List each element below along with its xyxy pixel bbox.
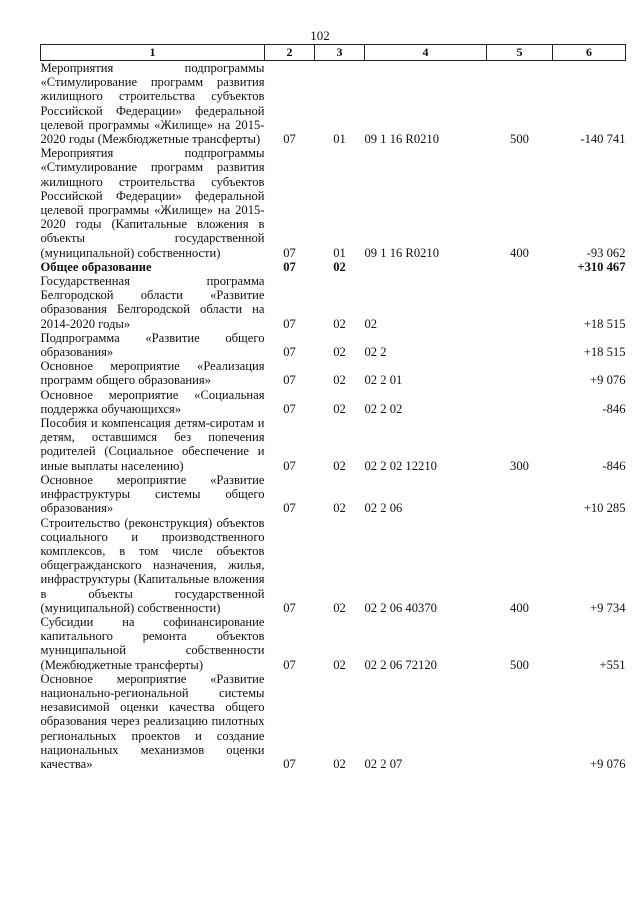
row-section: 07: [283, 259, 296, 274]
row-expense-type: [487, 388, 553, 416]
row-amount: -93 062: [586, 245, 626, 260]
table-row: [41, 331, 626, 359]
row-amount: +18 515: [583, 316, 626, 331]
row-name: Государственная программа Белгородской области «Развитие образования Белгородской области на 2014-2020 годы»: [40, 274, 265, 331]
row-name: Основное мероприятие «Развитие национально-региональной системы независимой оценки качества общего образования через реализацию пилотных региональных проектов и создание национальных механизмов оценки качества»: [40, 671, 265, 771]
row-amount: +10 285: [583, 501, 626, 516]
row-section: 07: [283, 458, 296, 473]
row-expense-type: [487, 672, 553, 771]
table-row: [41, 615, 626, 672]
row-subsection: 02: [333, 316, 346, 331]
row-expense-type: 300: [510, 458, 529, 473]
table-row: [41, 416, 626, 473]
row-subsection: 02: [333, 373, 346, 388]
row-expense-type: 400: [510, 600, 529, 615]
table-row: [41, 473, 626, 516]
row-subsection: 01: [333, 245, 346, 260]
row-expense-type: [487, 473, 553, 516]
row-target-article: 02 2: [364, 345, 387, 360]
row-section: 07: [283, 756, 296, 771]
row-section: 07: [283, 600, 296, 615]
row-name: Основное мероприятие «Социальная поддержка обучающихся»: [40, 387, 265, 416]
row-expense-type: 400: [510, 245, 529, 260]
row-target-article: 02 2 06 40370: [364, 600, 437, 615]
row-target-article: 02 2 01: [364, 373, 403, 388]
header-col-1: 1: [41, 45, 265, 61]
row-name: Основное мероприятие «Реализация программ общего образования»: [40, 359, 265, 388]
table-row: [41, 61, 626, 147]
row-amount: +18 515: [583, 345, 626, 360]
row-target-article: 09 1 16 R0210: [364, 132, 440, 147]
row-target-article: 02 2 07: [364, 756, 403, 771]
row-subsection: 02: [333, 756, 346, 771]
row-name: Подпрограмма «Развитие общего образования»: [40, 330, 265, 360]
row-amount: +310 467: [577, 259, 626, 274]
row-amount: +9 076: [590, 373, 626, 388]
table-row: [41, 146, 626, 260]
table-row: [41, 359, 626, 387]
row-name: Общее образование: [40, 259, 152, 274]
row-amount: -140 741: [580, 132, 626, 147]
budget-table: [40, 44, 626, 771]
row-expense-type: [487, 274, 553, 331]
row-name: Строительство (реконструкция) объектов социального и производственного комплексов, в том числе объектов общегражданского назначения, жилья, инфраструктуры (Капитальные вложения в объекты государственной (муниципальной) собственности): [40, 515, 265, 615]
row-section: 07: [283, 401, 296, 416]
row-section: 07: [283, 132, 296, 147]
row-section: 07: [283, 501, 296, 516]
row-subsection: 02: [333, 657, 346, 672]
row-amount: -846: [602, 458, 626, 473]
row-name: Мероприятия подпрограммы «Стимулирование программ развития жилищного строительства субъектов Российской Федерации» федеральной целевой программы «Жилище» на 2015-2020 годы (Межбюджетные трансферты): [40, 61, 265, 147]
row-target-article: [365, 260, 487, 274]
row-amount: +9 076: [590, 756, 626, 771]
row-subsection: 02: [333, 501, 346, 516]
row-amount: +9 734: [590, 600, 626, 615]
row-section: 07: [283, 316, 296, 331]
row-amount: +551: [599, 657, 626, 672]
table-row: [41, 274, 626, 331]
row-target-article: 09 1 16 R0210: [364, 245, 440, 260]
row-subsection: 01: [333, 132, 346, 147]
row-expense-type: [487, 359, 553, 387]
row-name: Пособия и компенсация детям-сиротам и детям, оставшимся без попечения родителей (Социальное обеспечение и иные выплаты населению): [40, 416, 265, 473]
table-row: [41, 516, 626, 615]
row-subsection: 02: [333, 458, 346, 473]
table-header-row: [41, 45, 626, 61]
header-col-4: 4: [365, 45, 487, 61]
row-section: 07: [283, 245, 296, 260]
row-section: 07: [283, 657, 296, 672]
table-row: [41, 260, 626, 274]
header-col-6: 6: [553, 45, 626, 61]
header-col-2: 2: [265, 45, 315, 61]
row-subsection: 02: [333, 345, 346, 360]
row-target-article: 02: [364, 316, 378, 331]
header-col-5: 5: [487, 45, 553, 61]
row-target-article: 02 2 02 12210: [364, 458, 437, 473]
row-target-article: 02 2 02: [364, 401, 403, 416]
row-expense-type: 500: [510, 132, 529, 147]
row-amount: -846: [602, 401, 626, 416]
row-expense-type: 500: [510, 657, 529, 672]
row-expense-type: [487, 260, 553, 274]
table-row: [41, 672, 626, 771]
row-name: Основное мероприятие «Развитие инфраструктуры системы общего образования»: [40, 472, 265, 516]
row-expense-type: [487, 331, 553, 359]
row-name: Субсидии на софинансирование капитального ремонта объектов муниципальной собственности (Межбюджетные трансферты): [40, 614, 265, 672]
row-target-article: 02 2 06 72120: [364, 657, 437, 672]
header-col-3: 3: [315, 45, 365, 61]
table-row: [41, 388, 626, 416]
row-target-article: 02 2 06: [364, 501, 403, 516]
row-subsection: 02: [333, 259, 346, 274]
row-subsection: 02: [333, 600, 346, 615]
row-section: 07: [283, 373, 296, 388]
row-subsection: 02: [333, 401, 346, 416]
row-name: Мероприятия подпрограммы «Стимулирование программ развития жилищного строительства субъектов Российской Федерации» федеральной целевой программы «Жилище» на 2015-2020 годы (Капитальные вложения в объекты государственной (муниципальной) собственности): [40, 146, 265, 260]
page-number: 102: [310, 28, 330, 43]
row-section: 07: [283, 345, 296, 360]
